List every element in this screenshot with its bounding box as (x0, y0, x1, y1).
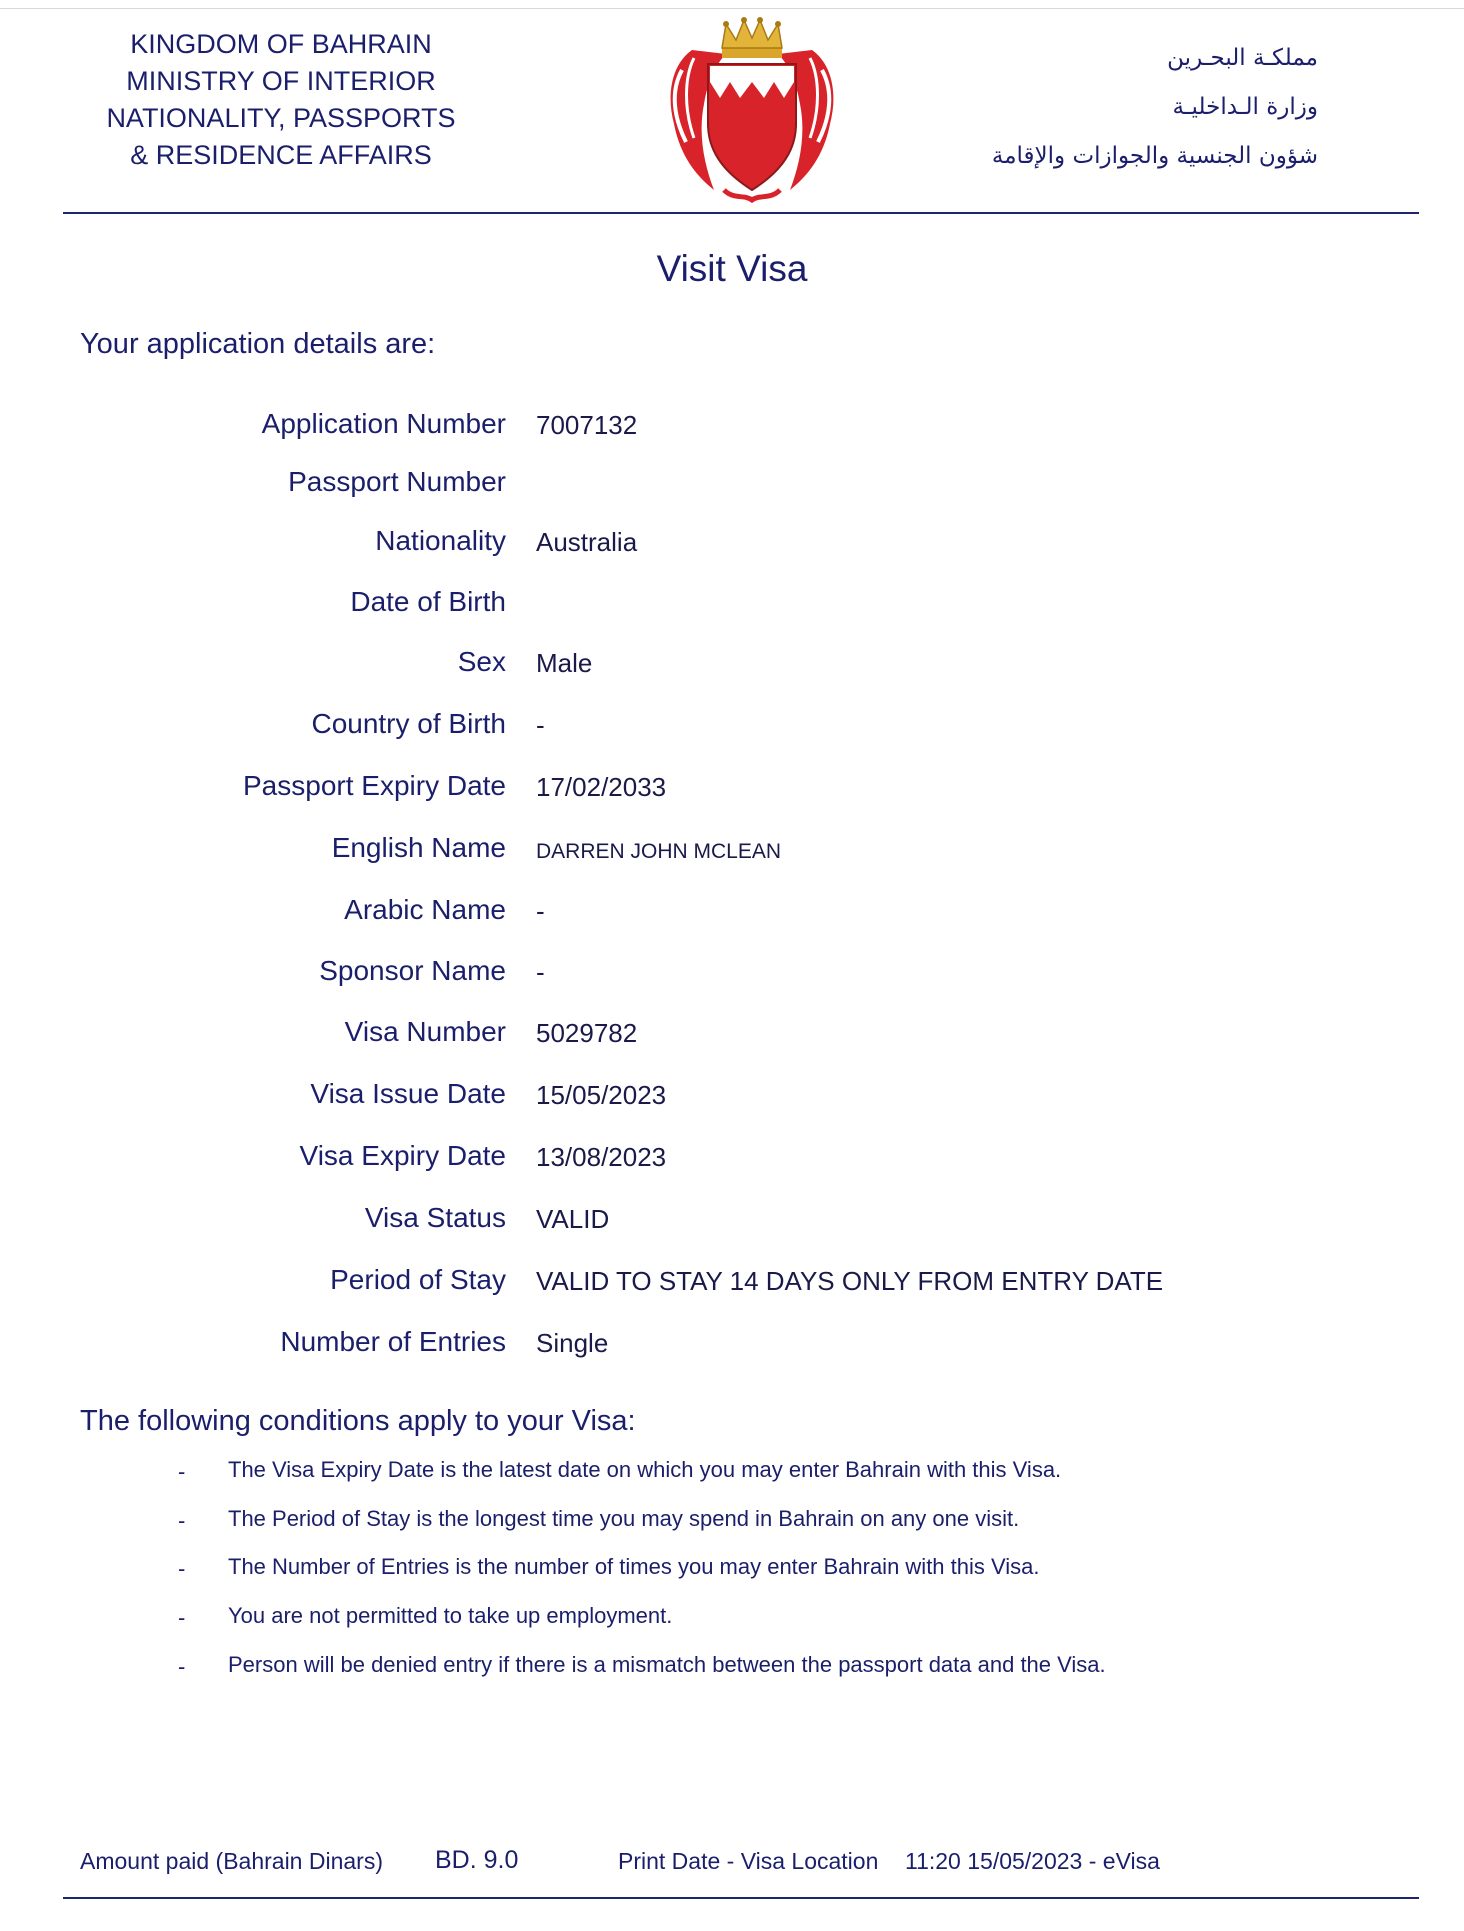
field-label: Sponsor Name (319, 955, 506, 986)
field-value: 7007132 (536, 410, 638, 440)
field-value: 5029782 (536, 1018, 638, 1048)
field-row (0, 894, 1464, 934)
field-row (0, 466, 1464, 506)
condition-text: The Number of Entries is the number of times you may enter Bahrain with this Visa. (228, 1554, 1040, 1579)
field-value: VALID TO STAY 14 DAYS ONLY FROM ENTRY DATE (536, 1266, 1164, 1296)
field-label: Visa Expiry Date (299, 1140, 506, 1171)
header-arabic-line: شؤون الجنسية والجوازات والإقامة (991, 143, 1318, 169)
field-value: - (536, 896, 545, 926)
field-row (0, 832, 1464, 872)
field-value: 13/08/2023 (536, 1142, 667, 1172)
header-english-line: KINGDOM OF BAHRAIN (130, 29, 432, 59)
field-row (0, 1078, 1464, 1118)
amount-paid-label: Amount paid (Bahrain Dinars) (80, 1848, 383, 1874)
field-label: Sex (457, 646, 506, 677)
header-english-line: NATIONALITY, PASSPORTS (106, 103, 456, 133)
field-row (0, 586, 1464, 626)
condition-dash: - (178, 1605, 186, 1630)
field-label: Number of Entries (280, 1326, 506, 1357)
condition-item (0, 1554, 1464, 1586)
field-row (0, 708, 1464, 748)
header-english-line: & RESIDENCE AFFAIRS (130, 140, 432, 170)
condition-item (0, 1457, 1464, 1489)
condition-text: The Period of Stay is the longest time you may spend in Bahrain on any one visit. (228, 1506, 1020, 1531)
field-label: Nationality (375, 525, 506, 556)
field-row (0, 1326, 1464, 1366)
condition-text: You are not permitted to take up employment. (228, 1603, 673, 1628)
intro-text: Your application details are: (80, 328, 436, 360)
condition-dash: - (178, 1459, 186, 1484)
header-arabic-line: وزارة الـداخليـة (1172, 94, 1318, 120)
field-label: Visa Status (364, 1202, 506, 1233)
header-english (90, 26, 472, 174)
print-date-value: 11:20 15/05/2023 - eVisa (905, 1848, 1160, 1874)
field-value: 15/05/2023 (536, 1080, 667, 1110)
condition-item (0, 1652, 1464, 1684)
condition-dash: - (178, 1556, 186, 1581)
condition-dash: - (178, 1654, 186, 1679)
field-value: - (536, 957, 545, 987)
top-edge-line (0, 8, 1464, 9)
field-value: Australia (536, 527, 638, 557)
field-label: Passport Number (288, 466, 506, 497)
field-label: Date of Birth (350, 586, 506, 617)
field-value: 17/02/2033 (536, 772, 667, 802)
header-english-line: MINISTRY OF INTERIOR (126, 66, 436, 96)
field-value: Male (536, 648, 593, 678)
condition-dash: - (178, 1508, 186, 1533)
field-value: VALID (536, 1204, 610, 1234)
print-date-label: Print Date - Visa Location (618, 1848, 879, 1874)
field-row (0, 770, 1464, 810)
condition-item (0, 1506, 1464, 1538)
field-label: Country of Birth (311, 708, 506, 739)
field-label: Application Number (261, 408, 506, 439)
field-row (0, 525, 1464, 565)
field-label: Visa Number (344, 1016, 506, 1047)
field-value: DARREN JOHN MCLEAN (536, 840, 782, 863)
field-label: Arabic Name (344, 894, 506, 925)
field-row (0, 1140, 1464, 1180)
field-row (0, 646, 1464, 686)
field-value: Single (536, 1328, 609, 1358)
field-value: - (536, 710, 545, 740)
header-arabic (888, 34, 1318, 181)
page-title: Visit Visa (656, 248, 808, 289)
field-row (0, 1264, 1464, 1304)
conditions-title: The following conditions apply to your Visa: (80, 1405, 636, 1437)
field-label: Passport Expiry Date (243, 770, 506, 801)
bahrain-coat-of-arms-icon (664, 14, 840, 204)
footer-divider (63, 1897, 1419, 1899)
field-label: Visa Issue Date (310, 1078, 506, 1109)
field-row (0, 1202, 1464, 1242)
field-row (0, 955, 1464, 995)
condition-text: Person will be denied entry if there is a mismatch between the passport data and the Visa. (228, 1652, 1106, 1677)
condition-text: The Visa Expiry Date is the latest date on which you may enter Bahrain with this Visa. (228, 1457, 1062, 1482)
condition-item (0, 1603, 1464, 1635)
header-arabic-line: مملكـة البحـرين (1167, 45, 1318, 71)
field-row (0, 408, 1464, 448)
header-divider (63, 212, 1419, 214)
field-row (0, 1016, 1464, 1056)
field-label: Period of Stay (330, 1264, 506, 1295)
amount-paid-value: BD. 9.0 (435, 1846, 519, 1874)
field-label: English Name (331, 832, 506, 863)
